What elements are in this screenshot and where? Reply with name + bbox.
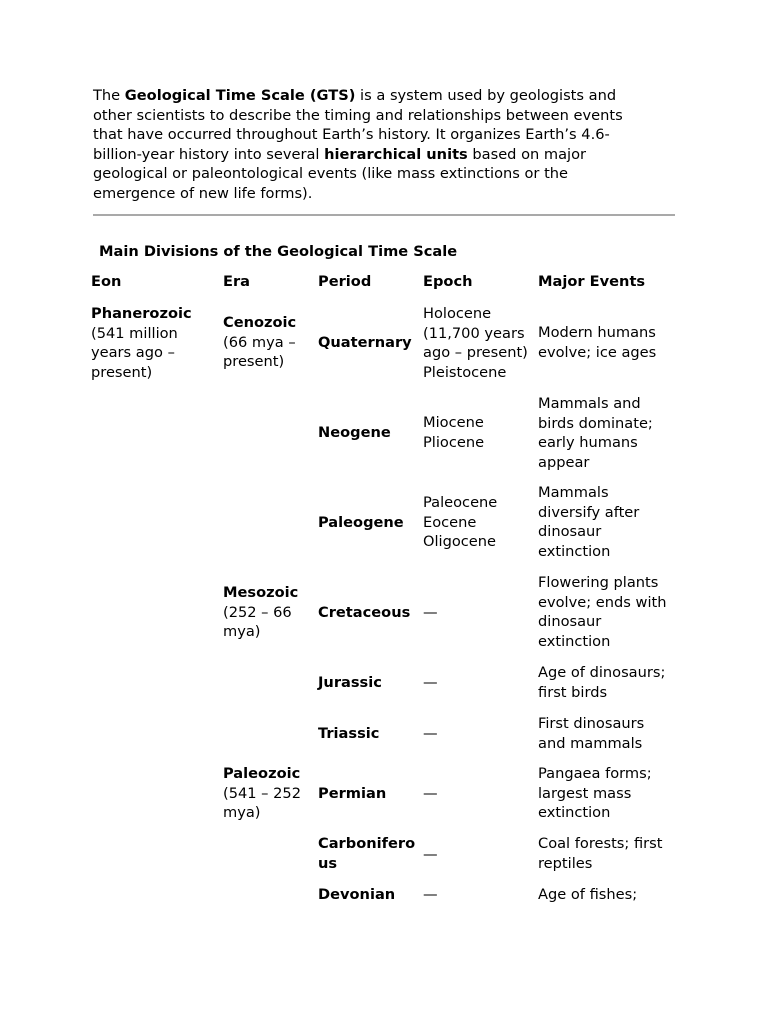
events-cell	[538, 885, 637, 905]
epoch-line: Pliocene	[423, 433, 485, 451]
events-line: and mammals	[538, 734, 643, 752]
eon-name: Phanerozoic	[91, 305, 192, 322]
events-cell	[538, 483, 639, 561]
events-line: extinction	[538, 804, 611, 821]
events-cell	[538, 394, 653, 472]
epoch-line: Pleistocene	[423, 363, 507, 381]
events-line: Pangaea forms;	[538, 765, 652, 782]
events-cell	[538, 663, 665, 702]
events-line: dinosaur	[538, 613, 602, 630]
intro-text: geological or paleontological events (like mass extinctions or the	[93, 165, 569, 182]
events-line: evolve; ice ages	[538, 343, 657, 361]
era-range: mya)	[223, 623, 261, 640]
events-cell	[538, 323, 656, 362]
events-cell	[538, 834, 662, 873]
intro-text: based on major	[467, 145, 587, 163]
events-line: appear	[538, 453, 590, 471]
intro-term-gts: Geological Time Scale (GTS)	[124, 87, 356, 104]
epoch-line: —	[423, 725, 438, 742]
period-name: Permian	[318, 785, 387, 802]
events-line: first birds	[538, 683, 608, 701]
intro-text: emergence of new life forms).	[93, 184, 313, 202]
eon-range: present)	[91, 363, 153, 381]
events-line: evolve; ends with	[538, 593, 667, 611]
header-period: Period	[318, 273, 372, 290]
era-name: Cenozoic	[223, 314, 297, 331]
intro-text: other scientists to describe the timing and relationships between events	[93, 106, 623, 124]
events-line: Age of fishes;	[538, 886, 638, 903]
intro-text: that have occurred throughout Earth’s history. It organizes Earth’s 4.6-	[93, 126, 610, 143]
epoch-cell	[423, 493, 497, 552]
header-eon: Eon	[91, 273, 122, 290]
epoch-line: —	[423, 674, 438, 691]
events-cell	[538, 573, 666, 651]
epoch-line: —	[423, 886, 438, 903]
header-major-events: Major Events	[538, 273, 646, 290]
events-line: birds dominate;	[538, 414, 653, 432]
events-line: Coal forests; first	[538, 835, 663, 852]
intro-text: The	[93, 87, 125, 104]
era-cell	[223, 583, 298, 642]
events-line: Flowering plants	[538, 574, 659, 591]
events-line: reptiles	[538, 854, 593, 872]
eon-range: years ago –	[91, 344, 175, 361]
intro-text: is a system used by geologists and	[355, 87, 617, 104]
header-epoch: Epoch	[423, 273, 473, 290]
events-line: Mammals	[538, 484, 609, 501]
events-cell	[538, 764, 652, 823]
era-range: mya)	[223, 804, 261, 821]
period-name: Triassic	[318, 725, 380, 742]
epoch-cell	[423, 304, 528, 382]
events-line: largest mass	[538, 784, 632, 802]
epoch-line: —	[423, 846, 438, 863]
era-range: present)	[223, 353, 285, 370]
events-line: diversify after	[538, 503, 640, 521]
eon-cell	[91, 304, 192, 382]
horizontal-divider	[93, 214, 675, 216]
events-line: Age of dinosaurs;	[538, 664, 666, 681]
period-name: Quaternary	[318, 334, 412, 351]
events-line: First dinosaurs	[538, 715, 645, 732]
epoch-line: ago – present)	[423, 344, 528, 361]
events-line: early humans	[538, 434, 638, 451]
era-cell	[223, 313, 296, 372]
eon-range: (541 million	[91, 324, 178, 342]
era-name: Mesozoic	[223, 584, 299, 601]
events-line: dinosaur	[538, 523, 602, 540]
epoch-line: —	[423, 604, 438, 621]
epoch-line: Oligocene	[423, 533, 497, 550]
period-cell	[318, 834, 415, 873]
era-range: (541 – 252	[223, 784, 301, 802]
epoch-line: Eocene	[423, 513, 477, 531]
period-name: us	[318, 854, 338, 872]
table-title: Main Divisions of the Geological Time Scale	[99, 243, 458, 260]
period-name: Neogene	[318, 424, 391, 441]
intro-paragraph	[93, 86, 675, 203]
header-era: Era	[223, 273, 251, 290]
events-line: extinction	[538, 542, 611, 560]
period-name: Cretaceous	[318, 604, 411, 621]
intro-term-hierarchical: hierarchical units	[324, 145, 468, 163]
epoch-line: Holocene	[423, 305, 492, 322]
era-range: (66 mya –	[223, 333, 296, 351]
intro-text: billion-year history into several	[93, 145, 325, 163]
period-name: Devonian	[318, 886, 396, 903]
epoch-cell	[423, 413, 484, 452]
era-name: Paleozoic	[223, 765, 301, 782]
events-line: extinction	[538, 632, 611, 650]
period-name: Carbonifero	[318, 835, 416, 852]
period-name: Paleogene	[318, 514, 404, 531]
epoch-line: Miocene	[423, 414, 484, 431]
era-range: (252 – 66	[223, 603, 292, 621]
epoch-line: (11,700 years	[423, 324, 525, 342]
events-line: Modern humans	[538, 324, 656, 341]
epoch-line: Paleocene	[423, 494, 498, 511]
events-line: Mammals and	[538, 395, 641, 412]
period-name: Jurassic	[318, 674, 382, 691]
epoch-line: —	[423, 785, 438, 802]
events-cell	[538, 714, 644, 753]
era-cell	[223, 764, 301, 823]
